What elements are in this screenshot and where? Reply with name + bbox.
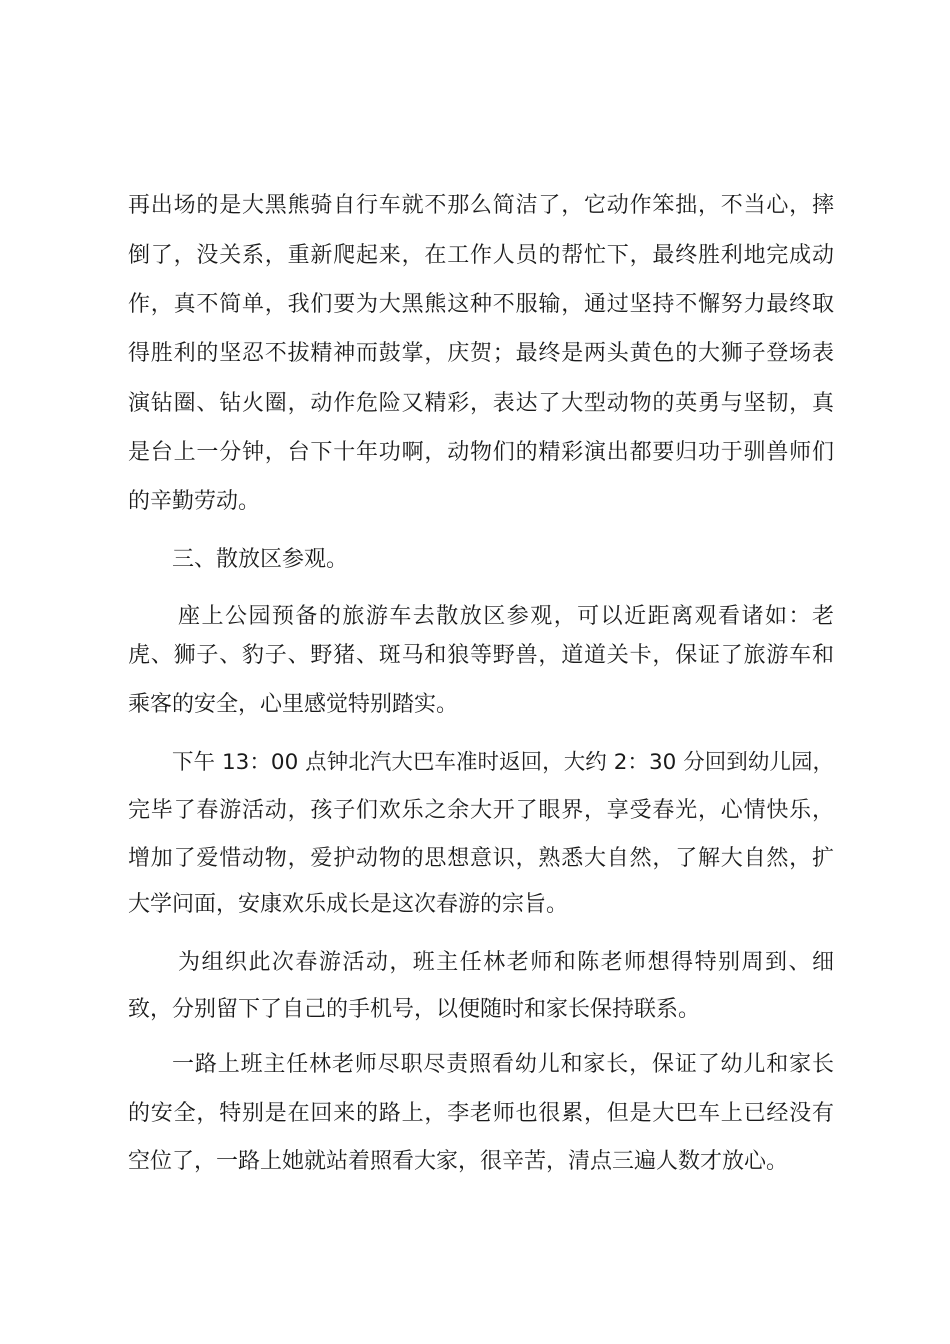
text-line: 增加了爱惜动物，爱护动物的思想意识，熟悉大自然，了解大自然，扩 — [128, 846, 834, 871]
text-line: 下午 13：00 点钟北汽大巴车准时返回，大约 2：30 分回到幼儿园， — [172, 750, 834, 775]
text-line: 大学问面，安康欢乐成长是这次春游的宗旨。 — [128, 892, 569, 917]
text-line: 空位了，一路上她就站着照看大家，很辛苦，清点三遍人数才放心。 — [128, 1149, 789, 1174]
text-line: 为组织此次春游活动，班主任林老师和陈老师想得特别周到、细 — [178, 950, 834, 975]
text-line: 乘客的安全，心里感觉特别踏实。 — [128, 692, 459, 717]
text-line: 一路上班主任林老师尽职尽责照看幼儿和家长，保证了幼儿和家长 — [172, 1052, 834, 1077]
text-line: 完毕了春游活动，孩子们欢乐之余大开了眼界，享受春光，心情快乐， — [128, 798, 834, 823]
section-heading: 三、散放区参观。 — [172, 547, 349, 572]
text-line: 是台上一分钟，台下十年功啊，动物们的精彩演出都要归功于驯兽师们 — [128, 440, 834, 465]
text-line: 虎、狮子、豹子、野猪、斑马和狼等野兽，道道关卡，保证了旅游车和 — [128, 643, 834, 668]
text-line: 的安全，特别是在回来的路上，李老师也很累，但是大巴车上已经没有 — [128, 1101, 834, 1126]
text-line: 致，分别留下了自己的手机号，以便随时和家长保持联系。 — [128, 997, 701, 1022]
text-line: 座上公园预备的旅游车去散放区参观，可以近距离观看诸如：老 — [178, 604, 834, 629]
text-line: 演钻圈、钻火圈，动作危险又精彩，表达了大型动物的英勇与坚韧，真 — [128, 391, 834, 416]
text-line: 作，真不简单，我们要为大黑熊这种不服输，通过坚持不懈努力最终取 — [128, 292, 834, 317]
text-line: 再出场的是大黑熊骑自行车就不那么简洁了，它动作笨拙，不当心，摔 — [128, 193, 834, 218]
text-line: 得胜利的坚忍不拔精神而鼓掌，庆贺；最终是两头黄色的大狮子登场表 — [128, 341, 834, 366]
text-line: 倒了，没关系，重新爬起来，在工作人员的帮忙下，最终胜利地完成动 — [128, 243, 834, 268]
text-line: 的辛勤劳动。 — [128, 489, 261, 514]
